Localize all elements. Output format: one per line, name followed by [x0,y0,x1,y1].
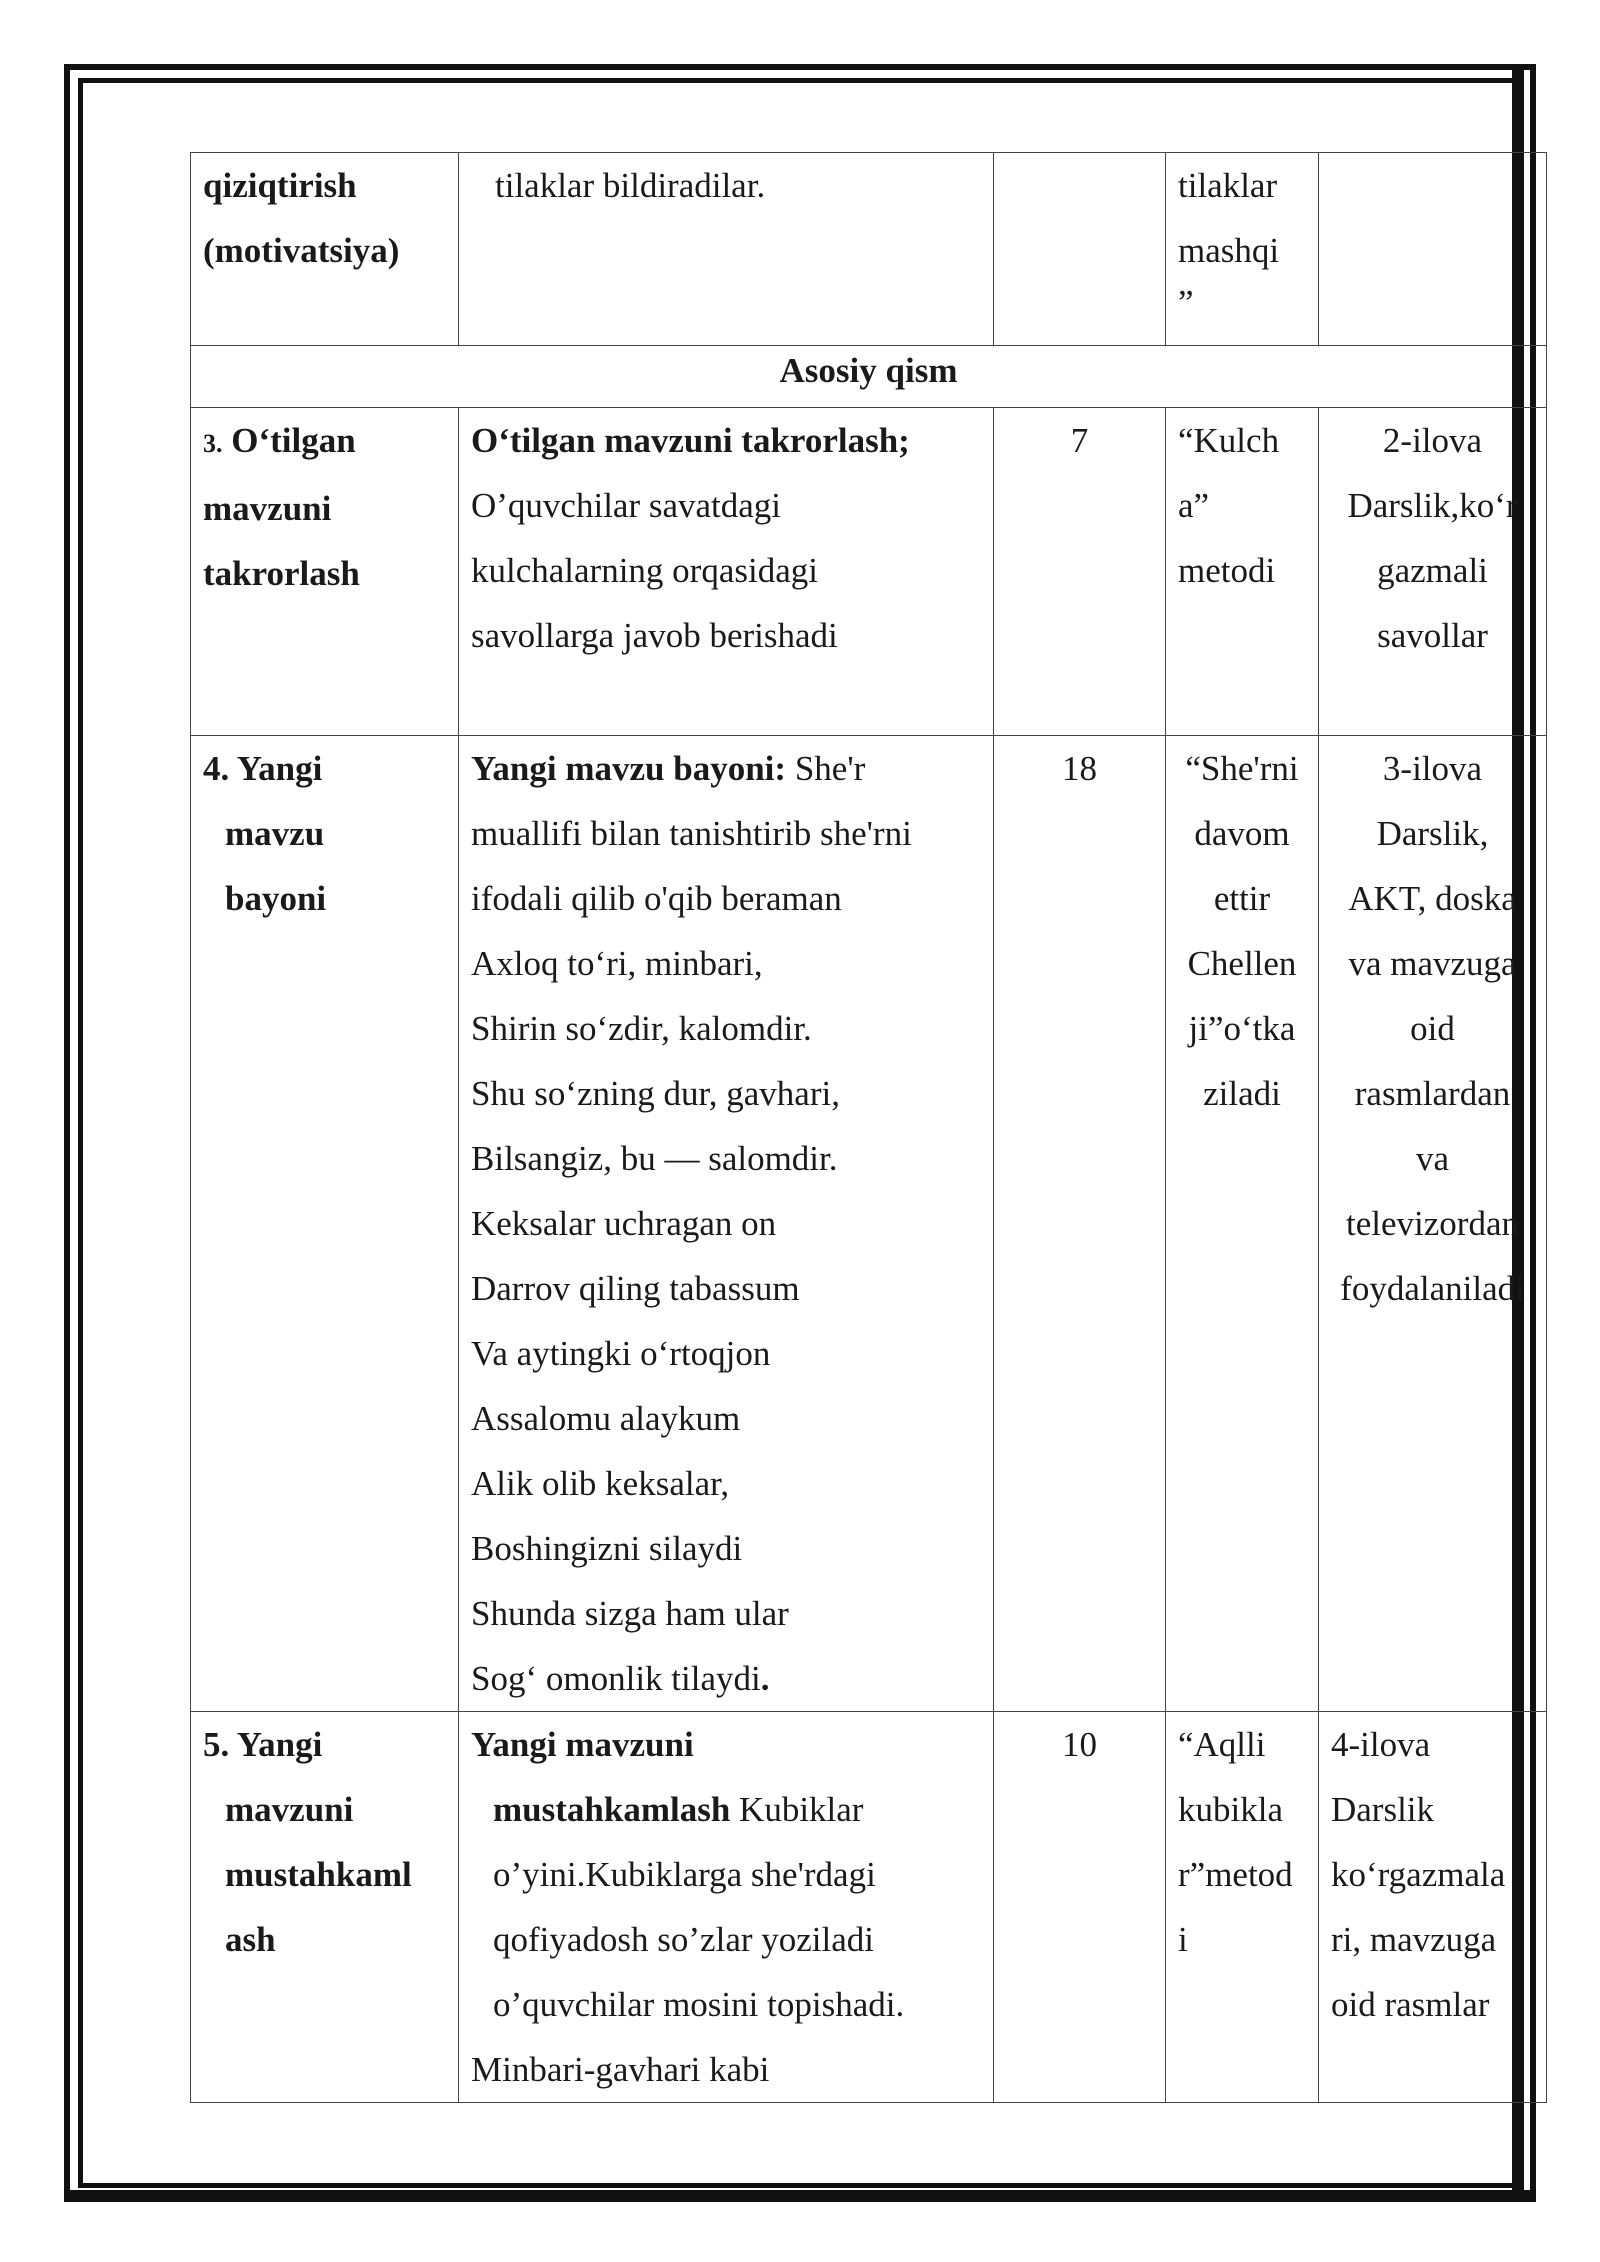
resources-line: foydalaniladi [1340,1269,1525,1308]
stage-line [203,408,446,476]
method-cell [1166,736,1319,1712]
poem-line: Shunda sizga ham ular [471,1594,789,1633]
resources-line: savollar [1377,616,1488,655]
time-cell [994,736,1166,1712]
activity-after-title: Kubiklar [730,1790,864,1829]
stage-line: mavzuni [203,489,332,528]
activity-line: Minbari-gavhari kabi [471,2050,770,2089]
table-row [191,1712,1547,2103]
resources-line: 2-ilova [1382,421,1483,460]
method-cell [1166,408,1319,736]
resources-line: oid [1410,1009,1455,1048]
time-cell [994,408,1166,736]
resources-line: 3-ilova [1382,749,1483,788]
activity-first-text: She'r [786,749,866,788]
page-border-bottom [64,2190,1536,2202]
poem-line: Bilsangiz, bu — salomdir. [471,1139,838,1178]
resources-line: Darslik, [1376,814,1489,853]
method-line: i [1178,1920,1188,1959]
stage-first-word: O‘tilgan [231,421,356,460]
stage-line: mavzuni [225,1790,354,1829]
stage-line: ash [225,1920,276,1959]
method-line: a” [1178,486,1210,525]
section-title: Asosiy qism [191,346,1547,408]
activity-line: O’quvchilar savatdagi [471,486,782,525]
poem-line [471,1646,981,1711]
activity-cell [459,736,994,1712]
resources-line: ri, mavzuga [1331,1920,1497,1959]
resources-cell [1319,153,1547,346]
activity-line: qofiyadosh so’zlar yoziladi [493,1920,875,1959]
resources-line: 4-ilova [1331,1725,1431,1764]
method-line: “Aqlli [1178,1725,1266,1764]
method-line: r”metod [1178,1855,1293,1894]
resources-cell [1319,736,1547,1712]
resources-cell [1319,408,1547,736]
time-value: 7 [1070,421,1089,460]
resources-cell [1319,1712,1547,2103]
lesson-plan-table [190,152,1547,2103]
activity-line: tilaklar bildiradilar. [495,166,766,205]
activity-line: o’quvchilar mosini topishadi. [493,1985,905,2024]
activity-title: Yangi mavzuni [471,1725,694,1764]
resources-line: Darslik [1331,1790,1435,1829]
method-line: ettir [1213,879,1271,918]
stage-line: bayoni [225,879,327,918]
poem-line: Darrov qiling tabassum [471,1269,800,1308]
method-line: ziladi [1203,1074,1281,1113]
resources-line: va [1415,1139,1450,1178]
stage-line: 4. Yangi [203,749,323,788]
stage-cell [191,408,459,736]
time-cell [994,1712,1166,2103]
poem-line: Alik olib keksalar, [471,1464,730,1503]
poem-line: Boshingizni silaydi [471,1529,743,1568]
activity-title: O‘tilgan mavzuni takrorlash; [471,421,910,460]
activity-line: kulchalarning orqasidagi [471,551,818,590]
method-line: tilaklar [1178,166,1278,205]
table-row [191,153,1547,346]
resources-line: gazmali [1377,551,1488,590]
poem-line: Va aytingki o‘rtoqjon [471,1334,771,1373]
stage-line: qiziqtirish [203,166,357,205]
stage-number: 3. [203,429,223,458]
stage-line: mustahkaml [225,1855,412,1894]
poem-line: Axloq to‘ri, minbari, [471,944,763,983]
stage-cell [191,736,459,1712]
activity-title: Yangi mavzu bayoni: [471,749,787,788]
method-line: mashqi [1178,231,1280,270]
method-line: “She'rni [1185,749,1299,788]
method-line: kubikla [1178,1790,1283,1829]
poem-last-period: . [760,1659,770,1698]
section-row [191,346,1547,408]
stage-cell [191,1712,459,2103]
method-line: ” [1178,283,1194,322]
activity-line: o’yini.Kubiklarga she'rdagi [493,1855,876,1894]
activity-line [471,1777,981,1842]
poem-line: Assalomu alaykum [471,1399,741,1438]
activity-cell [459,153,994,346]
method-line: davom [1194,814,1290,853]
resources-line: Darslik,ko‘r [1347,486,1518,525]
table-row [191,736,1547,1712]
poem-line: Shirin so‘zdir, kalomdir. [471,1009,812,1048]
activity-cell [459,1712,994,2103]
stage-line: (motivatsiya) [203,231,400,270]
poem-line: Shu so‘zning dur, gavhari, [471,1074,840,1113]
table-row [191,408,1547,736]
resources-line: televizordan [1346,1204,1519,1243]
activity-line [471,736,981,801]
time-value: 10 [1062,1725,1097,1764]
activity-line: muallifi bilan tanishtirib she'rni [471,814,912,853]
activity-line: ifodali qilib o'qib beraman [471,879,842,918]
method-cell [1166,153,1319,346]
method-line: ji”o‘tka [1188,1009,1296,1048]
activity-line: savollarga javob berishadi [471,616,838,655]
time-value: 18 [1062,749,1097,788]
stage-line: takrorlash [203,554,360,593]
activity-cell [459,408,994,736]
resources-line: rasmlardan [1354,1074,1511,1113]
resources-line: ko‘rgazmala [1331,1855,1506,1894]
poem-line: Keksalar uchragan on [471,1204,777,1243]
poem-last-text: Sog‘ omonlik tilaydi [471,1659,761,1698]
time-cell [994,153,1166,346]
stage-line: 5. Yangi [203,1725,323,1764]
resources-line: oid rasmlar [1331,1985,1490,2024]
method-line: metodi [1178,551,1276,590]
method-cell [1166,1712,1319,2103]
method-line: Chellen [1187,944,1297,983]
method-line: “Kulch [1178,421,1280,460]
stage-cell [191,153,459,346]
stage-line: mavzu [225,814,325,853]
activity-title-cont: mustahkamlash [493,1790,731,1829]
resources-line: va mavzuga [1348,944,1517,983]
resources-line: AKT, doska [1348,879,1517,918]
